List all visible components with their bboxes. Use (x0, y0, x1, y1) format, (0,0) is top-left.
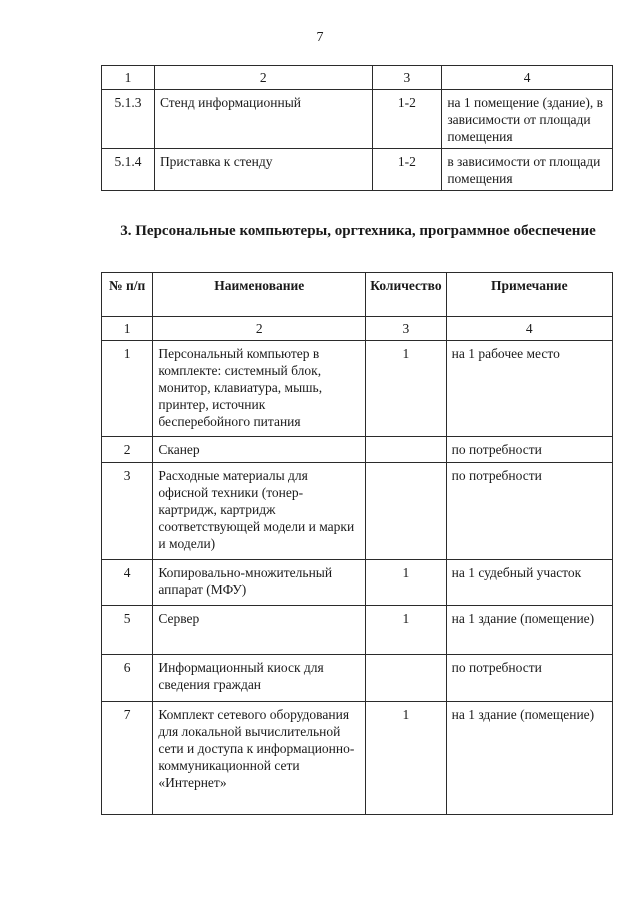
item-name: Персональный компьютер в комплекте: системный блок, монитор, клавиатура, мышь, принтер, источник бесперебойного питания (153, 341, 366, 437)
equipment-table-continued (101, 65, 613, 191)
computers-equipment-table (101, 272, 613, 815)
table-row (102, 606, 613, 655)
column-index-cell: 1 (102, 317, 153, 341)
item-quantity: 1 (366, 560, 446, 606)
item-note: на 1 здание (помещение) (446, 606, 612, 655)
header-number: № п/п (102, 273, 153, 317)
table-row (102, 463, 613, 560)
column-index-cell: 2 (154, 66, 372, 90)
table-row (102, 702, 613, 815)
table-row (102, 90, 613, 149)
table-header-row (102, 273, 613, 317)
table-row (102, 149, 613, 191)
item-name: Расходные материалы для офисной техники (тонер-картридж, картридж соответствующей модели и марки и модели) (153, 463, 366, 560)
item-note: по потребности (446, 437, 612, 463)
row-number: 2 (102, 437, 153, 463)
column-index-cell: 3 (372, 66, 442, 90)
item-quantity: 1-2 (372, 90, 442, 149)
table-row (102, 437, 613, 463)
column-index-cell: 3 (366, 317, 446, 341)
section-title: 3. Персональные компьютеры, оргтехника, программное обеспечение (120, 223, 596, 239)
item-quantity (366, 437, 446, 463)
page-number: 7 (316, 30, 324, 45)
column-index-row (102, 66, 613, 90)
row-number: 5.1.3 (102, 90, 155, 149)
item-name: Информационный киоск для сведения граждан (153, 655, 366, 702)
item-quantity (366, 463, 446, 560)
item-quantity: 1 (366, 341, 446, 437)
column-index-cell: 2 (153, 317, 366, 341)
table-row (102, 341, 613, 437)
row-number: 1 (102, 341, 153, 437)
item-quantity: 1 (366, 702, 446, 815)
item-quantity: 1 (366, 606, 446, 655)
row-number: 4 (102, 560, 153, 606)
table-row (102, 560, 613, 606)
item-note: на 1 помещение (здание), в зависимости от площади помещения (442, 90, 613, 149)
header-quantity: Количество (366, 273, 446, 317)
item-note: по потребности (446, 463, 612, 560)
item-note: на 1 рабочее место (446, 341, 612, 437)
row-number: 6 (102, 655, 153, 702)
item-note: в зависимости от площади помещения (442, 149, 613, 191)
row-number: 5 (102, 606, 153, 655)
row-number: 5.1.4 (102, 149, 155, 191)
row-number: 7 (102, 702, 153, 815)
item-quantity: 1-2 (372, 149, 442, 191)
item-note: на 1 здание (помещение) (446, 702, 612, 815)
row-number: 3 (102, 463, 153, 560)
column-index-cell: 4 (442, 66, 613, 90)
header-name: Наименование (153, 273, 366, 317)
table-row (102, 655, 613, 702)
item-note: по потребности (446, 655, 612, 702)
item-name: Сервер (153, 606, 366, 655)
column-index-row (102, 317, 613, 341)
item-quantity (366, 655, 446, 702)
header-note: Примечание (446, 273, 612, 317)
item-name: Сканер (153, 437, 366, 463)
item-name: Копировально-множительный аппарат (МФУ) (153, 560, 366, 606)
item-name: Приставка к стенду (154, 149, 372, 191)
item-name: Стенд информационный (154, 90, 372, 149)
item-name: Комплект сетевого оборудования для локальной вычислительной сети и доступа к информационно-коммуникационной сети «Интернет» (153, 702, 366, 815)
column-index-cell: 1 (102, 66, 155, 90)
item-note: на 1 судебный участок (446, 560, 612, 606)
column-index-cell: 4 (446, 317, 612, 341)
